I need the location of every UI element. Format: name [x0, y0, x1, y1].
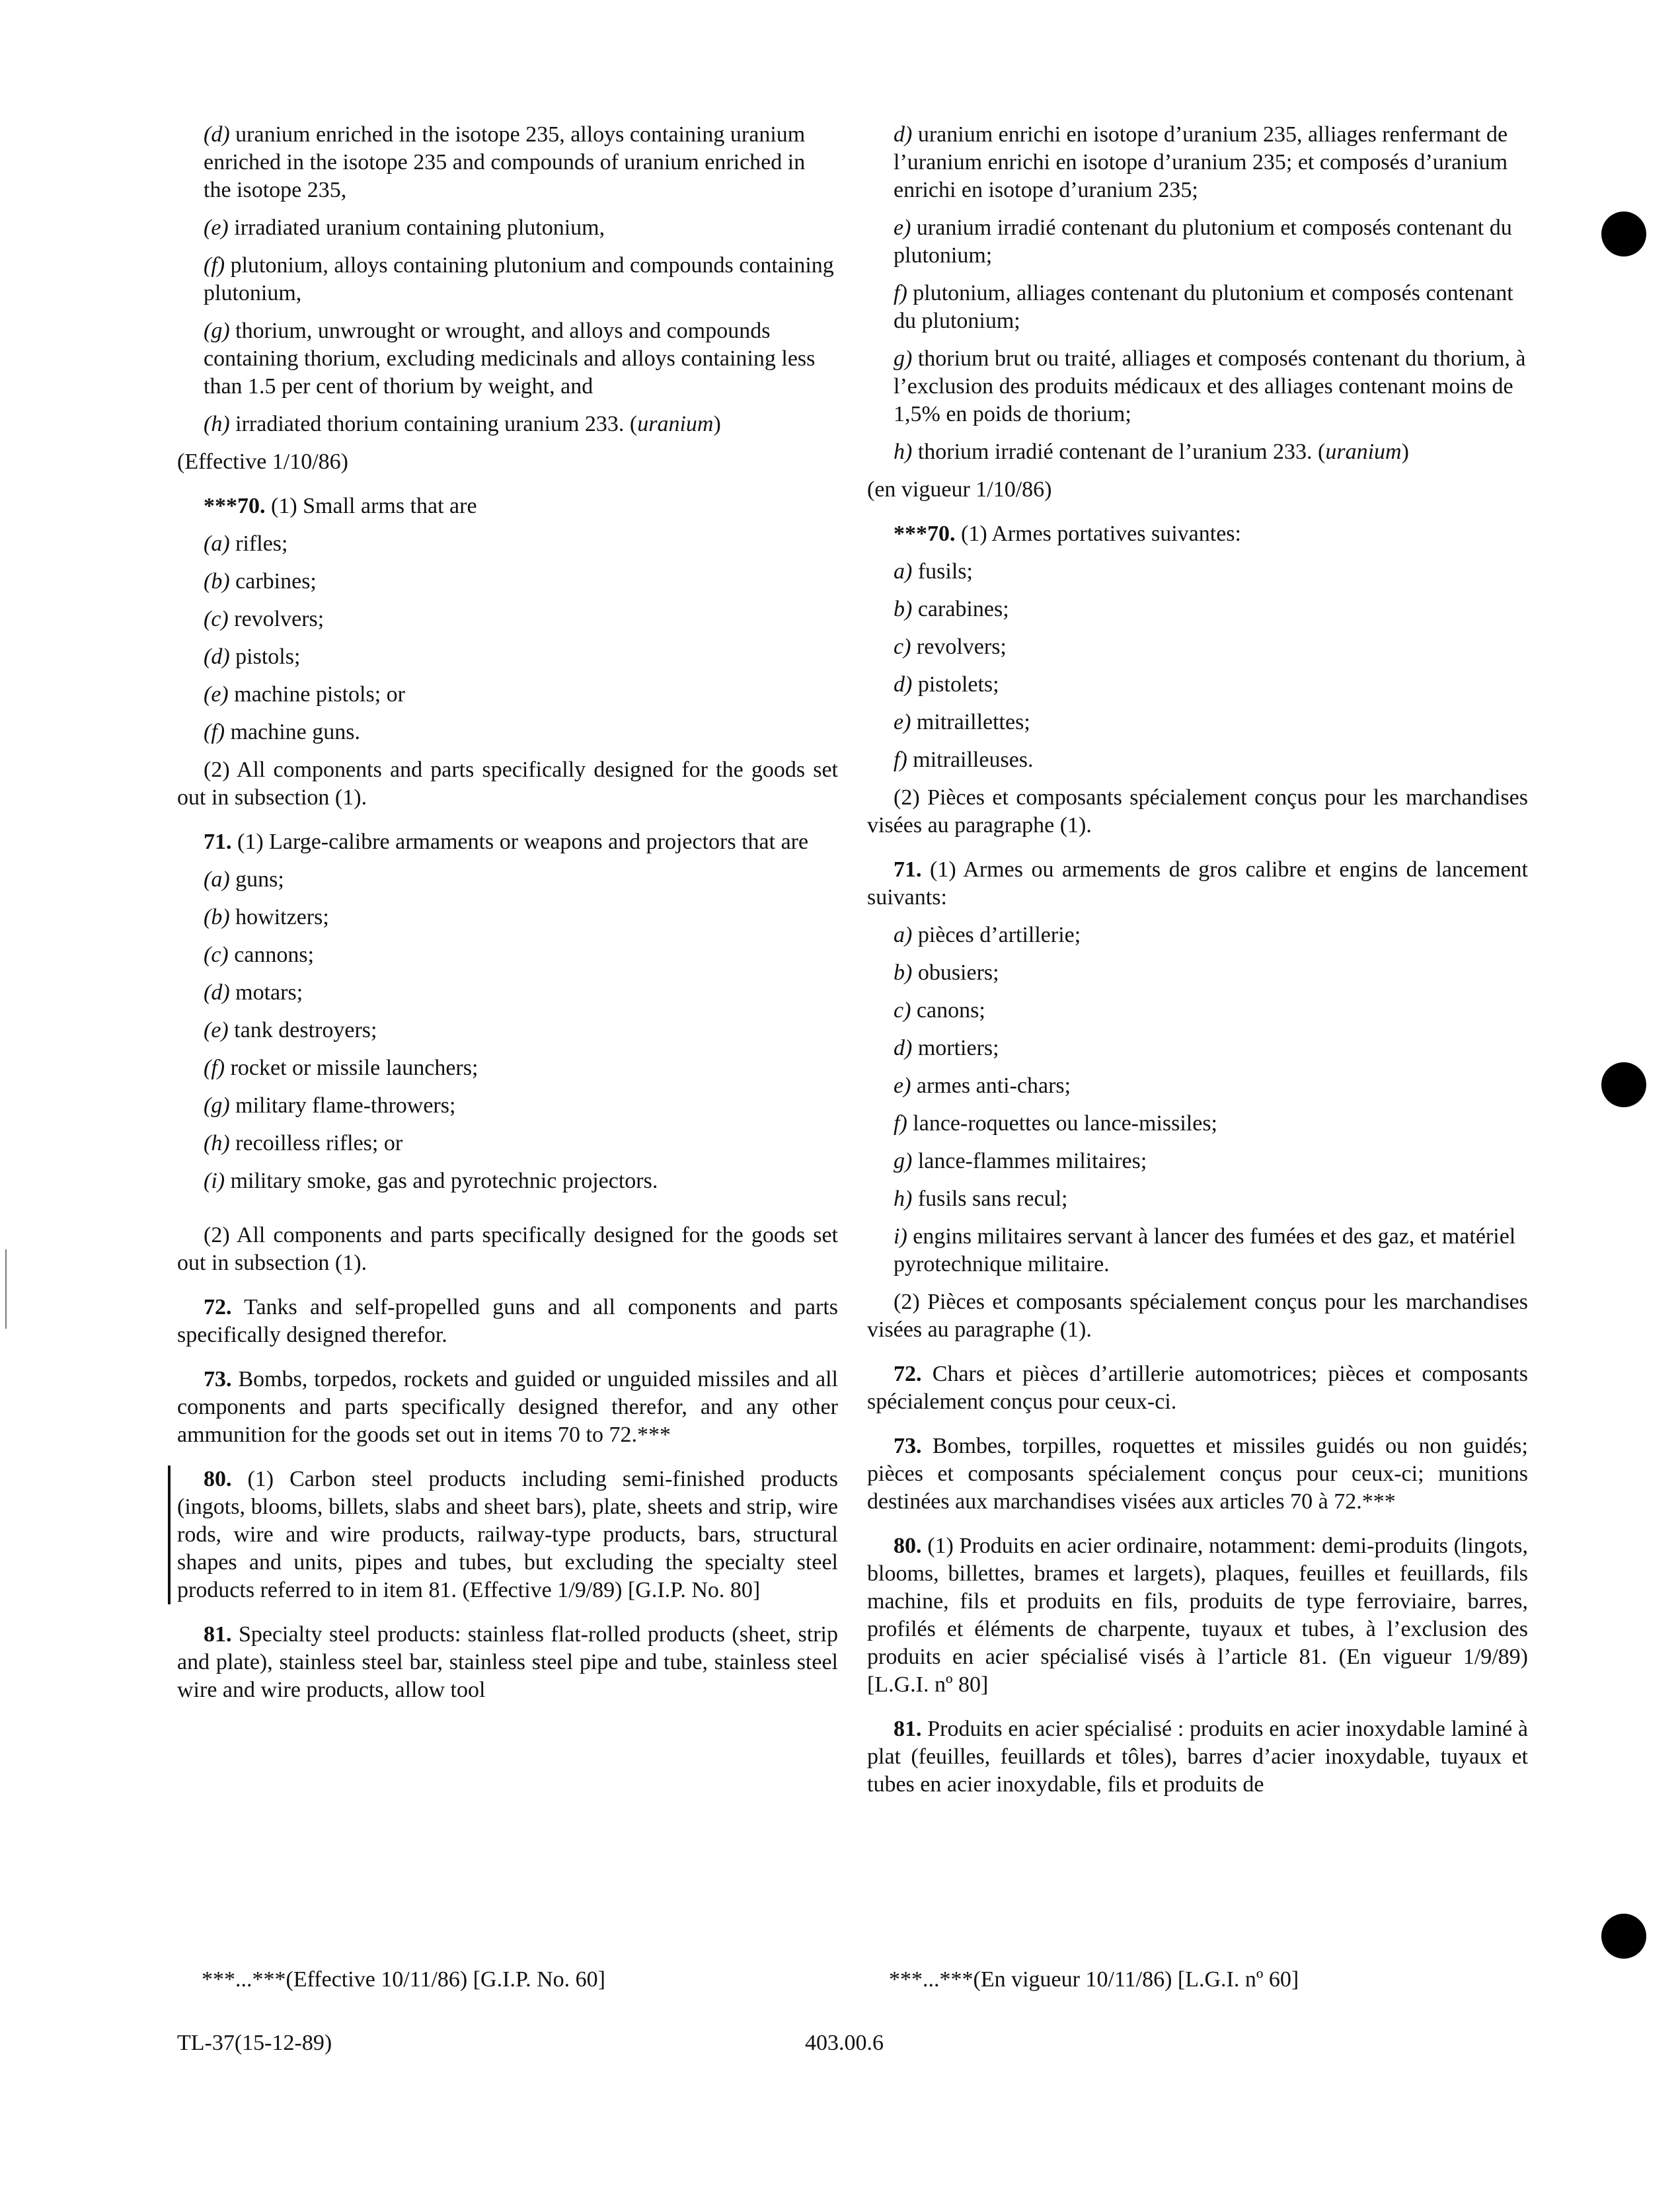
list-item	[177, 252, 838, 307]
section-80	[168, 1466, 838, 1604]
list-item	[867, 280, 1528, 335]
section-81	[867, 1715, 1528, 1799]
section-number: ***70.	[894, 522, 956, 546]
item-text: thorium brut ou traité, alliages et composés contenant du thorium, à l’exclusion des produits médicaux et des alliages contenant moins de 1,5% en poids de thorium;	[894, 346, 1526, 426]
section-71-subsection-2: (2) All components and parts specifically designed for the goods set out in subsection (1).	[177, 1223, 838, 1275]
item-keyword: uranium	[637, 412, 714, 436]
item-text: recoilless rifles; or	[229, 1131, 403, 1155]
section-number: 71.	[894, 857, 922, 882]
section-number: 73.	[894, 1434, 922, 1458]
list-item	[867, 1185, 1528, 1213]
item-text: carbines;	[229, 569, 317, 594]
list-item	[867, 1072, 1528, 1100]
section-number: 81.	[894, 1717, 922, 1741]
item-text: motars;	[229, 980, 303, 1005]
item-text: lance-roquettes ou lance-missiles;	[907, 1111, 1218, 1136]
item-text: rifles;	[229, 531, 288, 556]
item-label: (f)	[204, 1056, 225, 1080]
item-label: d)	[894, 1036, 913, 1060]
list-item	[177, 606, 838, 633]
item-label: d)	[894, 122, 913, 147]
item-keyword: uranium	[1325, 440, 1402, 464]
item-label: f)	[894, 281, 907, 305]
item-label: (g)	[204, 319, 230, 343]
list-item	[177, 530, 838, 558]
section-70-heading	[867, 520, 1528, 548]
list-item	[177, 643, 838, 671]
list-item	[867, 921, 1528, 949]
section-number: 80.	[204, 1467, 232, 1491]
section-number: 72.	[204, 1295, 232, 1319]
section-70-subsection-2: (2) Pièces et composants spécialement conçus pour les marchandises visées au paragraphe (1).	[867, 785, 1528, 838]
item-text: mortiers;	[912, 1036, 999, 1060]
item-label: b)	[894, 960, 913, 985]
binder-hole-mark	[1601, 1914, 1646, 1959]
item-text: uranium enriched in the isotope 235, alloys containing uranium enriched in the isotope 235 and compounds of uranium enriched in the isotope 235,	[204, 122, 806, 202]
item-label: (g)	[204, 1093, 230, 1118]
item-text: military smoke, gas and pyrotechnic projectors.	[225, 1169, 658, 1193]
list-item	[177, 681, 838, 709]
item-text: mitraillettes;	[911, 710, 1030, 734]
item-text: cannons;	[228, 943, 315, 967]
list-item	[177, 121, 838, 204]
item-text: military flame-throwers;	[229, 1093, 456, 1118]
list-item	[867, 746, 1528, 774]
english-column	[177, 121, 838, 1714]
section-71-heading	[867, 856, 1528, 912]
item-label: (d)	[204, 122, 230, 147]
item-label: (e)	[204, 1018, 229, 1042]
item-label: a)	[894, 559, 913, 584]
section-number: 71.	[204, 830, 232, 854]
effective-note: (en vigueur 1/10/86)	[867, 477, 1052, 502]
item-text: pistolets;	[912, 672, 999, 697]
section-number: 80.	[894, 1534, 922, 1558]
item-text: pistols;	[229, 645, 301, 669]
list-item	[177, 1130, 838, 1157]
item-text: plutonium, alloys containing plutonium and compounds containing plutonium,	[204, 253, 834, 305]
section-text: Bombs, torpedos, rockets and guided or unguided missiles and all components and parts specifically designed therefor, and any other ammunition for the goods set out in items 70 to 72.***	[177, 1367, 838, 1447]
section-73	[867, 1432, 1528, 1516]
item-text: plutonium, alliages contenant du plutonium et composés contenant du plutonium;	[894, 281, 1513, 333]
section-text: (1) Armes ou armements de gros calibre et engins de lancement suivants:	[867, 857, 1528, 910]
section-70-heading	[177, 492, 838, 520]
section-number: 72.	[894, 1362, 922, 1386]
item-text: mitrailleuses.	[907, 748, 1034, 772]
item-label: (e)	[204, 215, 229, 240]
item-label: (c)	[204, 607, 229, 631]
french-column	[867, 121, 1528, 1809]
list-item	[177, 568, 838, 596]
item-label: c)	[894, 998, 911, 1023]
list-item	[867, 1148, 1528, 1175]
list-item	[867, 1110, 1528, 1138]
binder-hole-mark	[1601, 212, 1646, 256]
item-label: e)	[894, 215, 911, 240]
list-item	[177, 214, 838, 242]
item-text: machine guns.	[225, 720, 360, 744]
list-item	[867, 1035, 1528, 1062]
item-label: (d)	[204, 980, 230, 1005]
section-70-items	[177, 530, 838, 746]
effective-note: (Effective 1/10/86)	[177, 450, 349, 474]
section-80	[867, 1532, 1528, 1699]
section-text: (1) Carbon steel products including semi-finished products (ingots, blooms, billets, slabs and sheet bars), plate, sheets and strip, wire rods, wire and wire products, railway-type products, bars, structural shapes and units, pipes and tubes, but excluding the specialty steel products referred to in item 81. (Effective 1/9/89) [G.I.P. No. 80]	[177, 1467, 838, 1602]
item-text: howitzers;	[229, 905, 329, 929]
item-label: (h)	[204, 1131, 230, 1155]
item-text: canons;	[911, 998, 985, 1023]
list-item	[867, 345, 1528, 428]
item-label: (b)	[204, 569, 230, 594]
list-item	[177, 866, 838, 894]
item-text: engins militaires servant à lancer des fumées et des gaz, et matériel pyrotechnique militaire.	[894, 1224, 1516, 1276]
footnote-french: ***...***(En vigueur 10/11/86) [L.G.I. nº 60]	[889, 1967, 1299, 1992]
item-label: e)	[894, 1074, 911, 1098]
item-label: h)	[894, 440, 913, 464]
item-label: d)	[894, 672, 913, 697]
item-label: (f)	[204, 253, 225, 278]
item-label: (c)	[204, 943, 229, 967]
item-text: lance-flammes militaires;	[912, 1149, 1147, 1173]
list-item	[177, 979, 838, 1007]
section-text: Tanks and self-propelled guns and all components and parts specifically designed therefor.	[177, 1295, 838, 1347]
list-item	[867, 214, 1528, 270]
list-item	[177, 317, 838, 401]
list-item	[177, 1167, 838, 1195]
item-text: thorium, unwrought or wrought, and alloys and compounds containing thorium, excluding medicinals and alloys containing less than 1.5 per cent of thorium by weight, and	[204, 319, 816, 399]
section-text: (1) Produits en acier ordinaire, notamment: demi-produits (lingots, blooms, billettes, brames et largets), plaques, feuilles et feuillards, fils machine, fils et produits en fils, produits de type ferroviaire, barres, profilés et éléments de charpente, tuyaux et tubes, à l’exclusion des produits en acier spécialisé visés à l’article 81. (En vigueur 1/9/89) [L.G.I. nº 80]	[867, 1534, 1528, 1697]
list-item	[867, 671, 1528, 699]
section-72	[867, 1360, 1528, 1416]
item-label: b)	[894, 597, 913, 621]
item-label: i)	[894, 1224, 907, 1249]
item-text: tank destroyers;	[228, 1018, 377, 1042]
list-item	[867, 709, 1528, 736]
item-label: e)	[894, 710, 911, 734]
item-label: (d)	[204, 645, 230, 669]
section-81	[177, 1621, 838, 1704]
section-number: ***70.	[204, 494, 266, 518]
section-text: Produits en acier spécialisé : produits en acier inoxydable laminé à plat (feuilles, feuillards et tôles), barres d’acier inoxydable, tuyaux et tubes en acier inoxydable, fils et produits de	[867, 1717, 1528, 1797]
section-text: (1) Large-calibre armaments or weapons and projectors that are	[231, 830, 809, 854]
item-text: obusiers;	[912, 960, 999, 985]
section-70-items	[867, 558, 1528, 774]
footer-page-number: 403.00.6	[805, 2031, 884, 2055]
item-label: (e)	[204, 682, 229, 707]
list-item	[177, 941, 838, 969]
section-71-items	[177, 866, 838, 1195]
footer-revision: TL-37(15-12-89)	[177, 2031, 332, 2055]
section-number: 73.	[204, 1367, 232, 1391]
section-71-items	[867, 921, 1528, 1278]
item-text: guns;	[229, 867, 284, 892]
item-label: h)	[894, 1187, 913, 1211]
scan-edge-line	[5, 1249, 7, 1329]
section-71-heading	[177, 828, 838, 856]
item-text: rocket or missile launchers;	[225, 1056, 478, 1080]
list-item	[867, 633, 1528, 661]
item-label: (a)	[204, 867, 230, 892]
section-71-subsection-2: (2) Pièces et composants spécialement conçus pour les marchandises visées au paragraphe (1).	[867, 1290, 1528, 1342]
item-text-end: )	[713, 412, 721, 436]
item-label: (h)	[204, 412, 230, 436]
list-item	[177, 1092, 838, 1120]
binder-hole-mark	[1601, 1062, 1646, 1107]
section-text: Bombes, torpilles, roquettes et missiles guidés ou non guidés; pièces et composants spécialement conçus pour ceux-ci; munitions destinées aux marchandises visées aux articles 70 à 72.***	[867, 1434, 1528, 1514]
list-item	[177, 411, 838, 438]
item-label: c)	[894, 635, 911, 659]
section-text: Specialty steel products: stainless flat-rolled products (sheet, strip and plate), stainless steel bar, stainless steel pipe and tube, stainless steel wire and wire products, allow tool	[177, 1622, 838, 1702]
item-label: (a)	[204, 531, 230, 556]
section-72	[177, 1294, 838, 1349]
section-number: 81.	[204, 1622, 232, 1647]
item-text: uranium enrichi en isotope d’uranium 235, alliages renfermant de l’uranium enrichi en isotope d’uranium 235; et composés d’uranium enrichi en isotope d’uranium 235;	[894, 122, 1508, 202]
list-item	[867, 997, 1528, 1025]
list-item	[867, 121, 1528, 204]
list-item	[867, 596, 1528, 623]
section-text: Chars et pièces d’artillerie automotrices; pièces et composants spécialement conçus pour ceux-ci.	[867, 1362, 1528, 1414]
list-item	[867, 558, 1528, 586]
item-label: g)	[894, 346, 913, 371]
section-70-subsection-2: (2) All components and parts specifically designed for the goods set out in subsection (1).	[177, 758, 838, 810]
item-text: machine pistols; or	[228, 682, 405, 707]
item-text: irradiated thorium containing uranium 233. (	[229, 412, 638, 436]
uranium-items	[867, 121, 1528, 466]
section-73	[177, 1366, 838, 1449]
item-label: (b)	[204, 905, 230, 929]
list-item	[177, 904, 838, 931]
list-item	[867, 1223, 1528, 1278]
item-label: (f)	[204, 720, 225, 744]
list-item	[867, 438, 1528, 466]
item-label: a)	[894, 923, 913, 947]
list-item	[867, 959, 1528, 987]
list-item	[177, 719, 838, 746]
item-text: armes anti-chars;	[911, 1074, 1071, 1098]
item-text: revolvers;	[228, 607, 325, 631]
item-text: irradiated uranium containing plutonium,	[228, 215, 605, 240]
item-text: thorium irradié contenant de l’uranium 233. (	[912, 440, 1326, 464]
item-text: revolvers;	[911, 635, 1007, 659]
item-text: pièces d’artillerie;	[912, 923, 1081, 947]
item-text: fusils sans recul;	[912, 1187, 1068, 1211]
uranium-items	[177, 121, 838, 438]
list-item	[177, 1017, 838, 1044]
list-item	[177, 1054, 838, 1082]
item-label: (i)	[204, 1169, 225, 1193]
item-text: carabines;	[912, 597, 1009, 621]
item-label: f)	[894, 748, 907, 772]
item-text-end: )	[1401, 440, 1409, 464]
item-text: fusils;	[912, 559, 973, 584]
item-label: g)	[894, 1149, 913, 1173]
footnote-english: ***...***(Effective 10/11/86) [G.I.P. No. 60]	[202, 1967, 605, 1992]
section-text: (1) Armes portatives suivantes:	[955, 522, 1241, 546]
item-label: f)	[894, 1111, 907, 1136]
section-text: (1) Small arms that are	[265, 494, 477, 518]
item-text: uranium irradié contenant du plutonium et composés contenant du plutonium;	[894, 215, 1512, 268]
